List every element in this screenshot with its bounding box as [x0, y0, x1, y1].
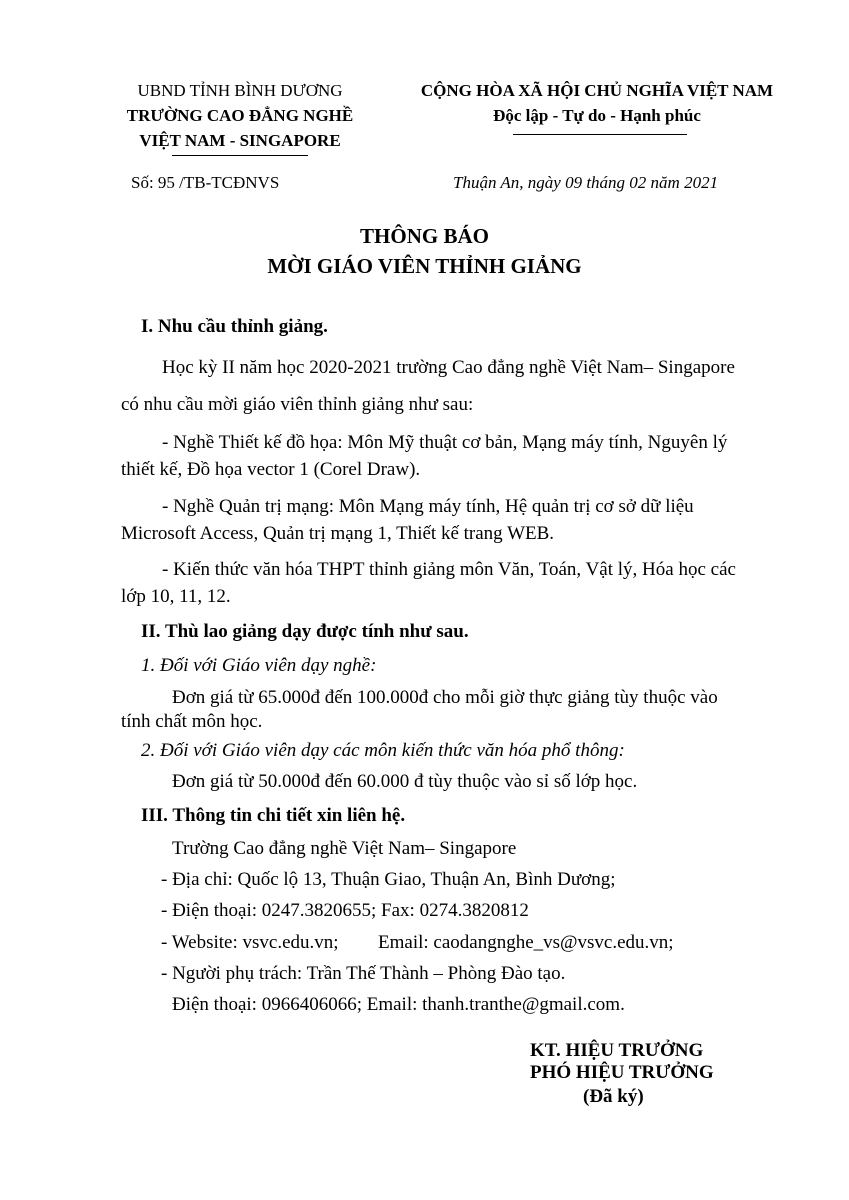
place-date: Thuận An, ngày 09 tháng 02 năm 2021: [453, 173, 719, 192]
section-1-item2-line1: - Nghề Quản trị mạng: Môn Mạng máy tính, Hệ quản trị cơ sở dữ liệu: [162, 496, 694, 517]
section-1-heading: I. Nhu cầu thỉnh giảng.: [141, 316, 328, 337]
section-2-sub2-text: Đơn giá từ 50.000đ đến 60.000 đ tùy thuộc vào sỉ số lớp học.: [172, 771, 638, 792]
header-left-underline: [172, 155, 308, 156]
national-title: CỘNG HÒA XÃ HỘI CHỦ NGHĨA VIỆT NAM: [420, 81, 774, 100]
signature-position: PHÓ HIỆU TRƯỞNG: [530, 1062, 714, 1083]
national-motto: Độc lập - Tự do - Hạnh phúc: [493, 106, 701, 125]
contact-person: - Người phụ trách: Trần Thế Thành – Phòng Đào tạo.: [161, 963, 566, 984]
section-2-sub1-text-line1: Đơn giá từ 65.000đ đến 100.000đ cho mỗi giờ thực giảng tùy thuộc vào: [172, 687, 718, 708]
signature-title: KT. HIỆU TRƯỞNG: [530, 1040, 704, 1061]
document-title: THÔNG BÁO: [360, 224, 489, 248]
document-subtitle: MỜI GIÁO VIÊN THỈNH GIẢNG: [267, 254, 582, 278]
section-1-intro-line2: có nhu cầu mời giáo viên thỉnh giảng như sau:: [121, 394, 474, 415]
section-1-item2-line2: Microsoft Access, Quản trị mạng 1, Thiết kế trang WEB.: [121, 523, 555, 544]
section-3-heading: III. Thông tin chi tiết xin liên hệ.: [141, 805, 406, 826]
contact-person-phone-email: Điện thoại: 0966406066; Email: thanh.tranthe@gmail.com.: [172, 994, 625, 1015]
school-name-line2: VIỆT NAM - SINGAPORE: [139, 131, 341, 150]
contact-phone-fax: - Điện thoại: 0247.3820655; Fax: 0274.3820812: [161, 900, 529, 921]
contact-address: - Địa chỉ: Quốc lộ 13, Thuận Giao, Thuận An, Bình Dương;: [161, 869, 616, 890]
agency-name: UBND TỈNH BÌNH DƯƠNG: [137, 81, 343, 100]
section-2-sub1-text-line2: tính chất môn học.: [121, 711, 263, 732]
signature-signed-note: (Đã ký): [583, 1086, 644, 1107]
section-1-item1-line1: - Nghề Thiết kế đồ họa: Môn Mỹ thuật cơ bản, Mạng máy tính, Nguyên lý: [162, 432, 728, 453]
section-1-item3-line2: lớp 10, 11, 12.: [121, 586, 231, 607]
section-1-item3-line1: - Kiến thức văn hóa THPT thỉnh giảng môn Văn, Toán, Vật lý, Hóa học các: [162, 559, 736, 580]
section-1-intro-line1: Học kỳ II năm học 2020-2021 trường Cao đẳng nghề Việt Nam– Singapore: [162, 357, 735, 378]
section-2-sub1: 1. Đối với Giáo viên dạy nghề:: [141, 655, 377, 676]
section-1-item1-line2: thiết kế, Đồ họa vector 1 (Corel Draw).: [121, 459, 421, 480]
school-name-line1: TRƯỜNG CAO ĐẲNG NGHỀ: [126, 106, 354, 125]
contact-website: - Website: vsvc.edu.vn;: [161, 932, 339, 953]
document-number: Số: 95 /TB-TCĐNVS: [131, 173, 280, 192]
header-right-underline: [513, 134, 687, 135]
contact-email: Email: caodangnghe_vs@vsvc.edu.vn;: [378, 932, 674, 953]
section-2-sub2: 2. Đối với Giáo viên dạy các môn kiến thức văn hóa phổ thông:: [141, 740, 625, 761]
contact-school: Trường Cao đẳng nghề Việt Nam– Singapore: [172, 838, 517, 859]
section-2-heading: II. Thù lao giảng dạy được tính như sau.: [141, 621, 469, 642]
